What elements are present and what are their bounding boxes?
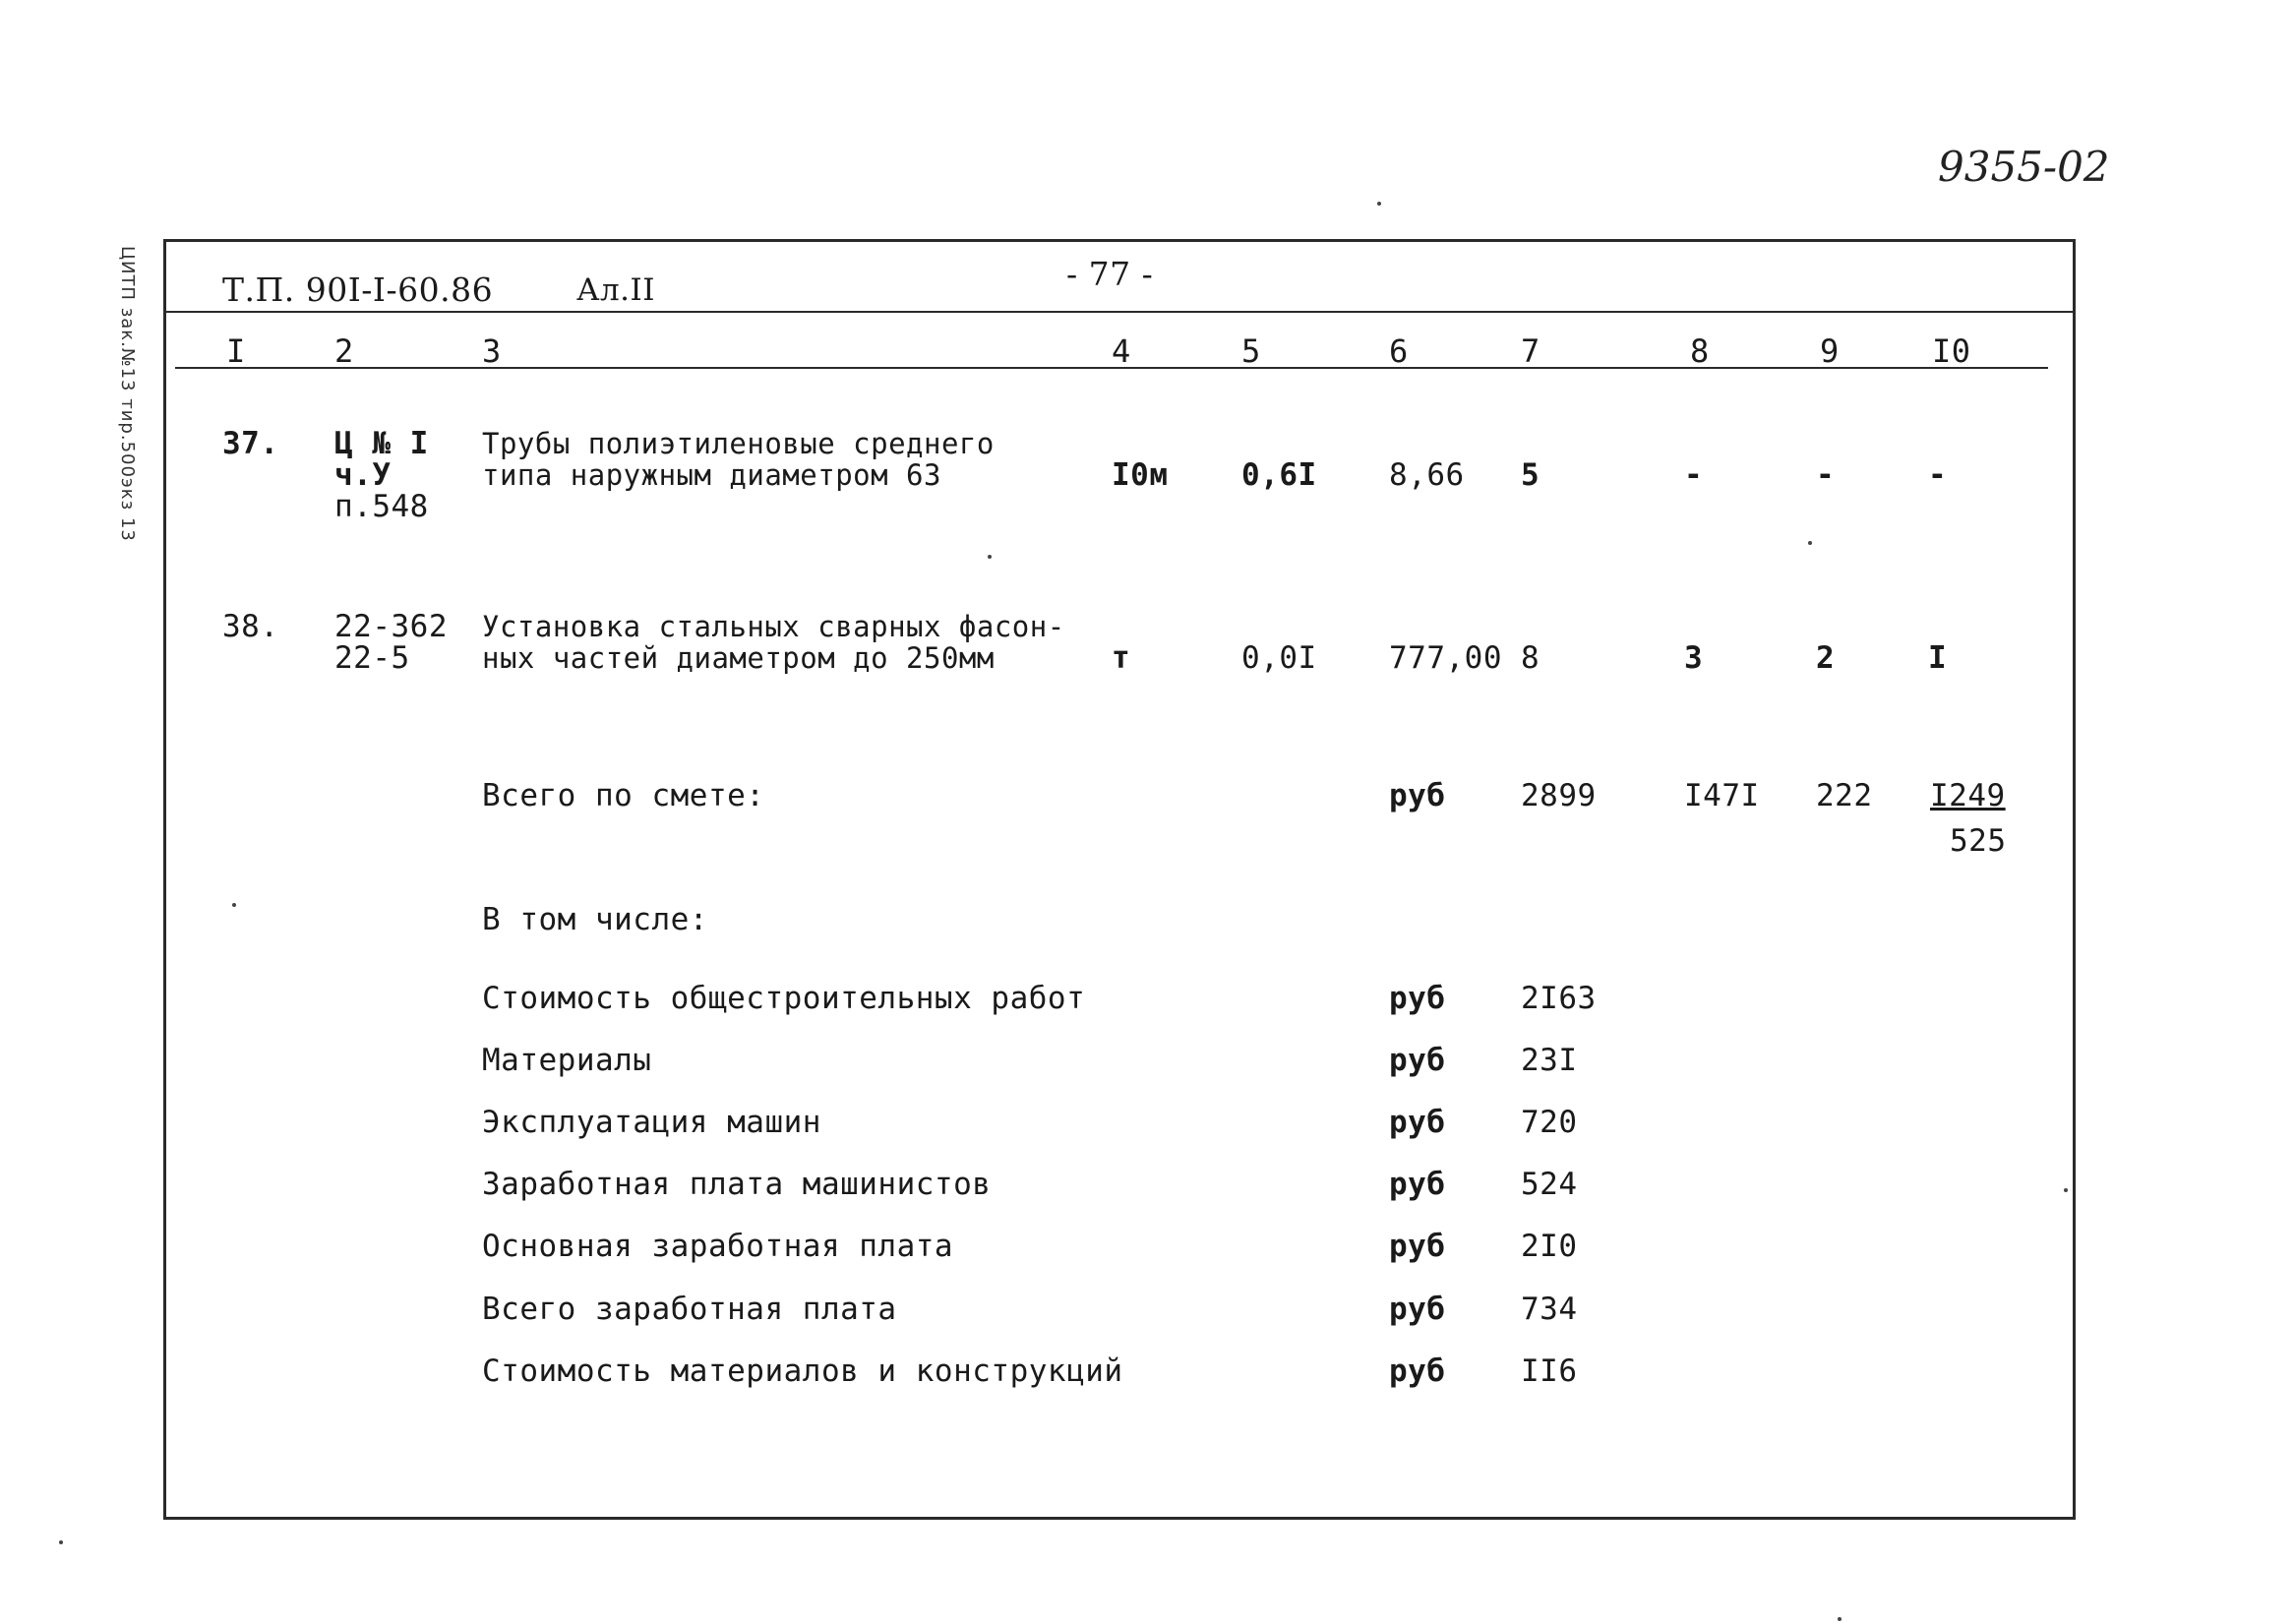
breakdown-unit: руб	[1389, 1229, 1446, 1264]
col-header-10: I0	[1932, 332, 1971, 370]
scan-speck	[1377, 202, 1381, 206]
breakdown-value: 524	[1521, 1167, 1578, 1202]
corner-annotation: 9355-02	[1938, 143, 2110, 191]
document-frame	[163, 239, 2076, 1520]
row-unit: т	[1112, 640, 1131, 676]
album-label: Ал.II	[576, 272, 656, 308]
breakdown-label: Заработная плата машинистов	[482, 1167, 992, 1202]
row-col10: I	[1928, 640, 1948, 676]
row-description-line: ных частей диаметром до 250мм	[482, 641, 995, 675]
breakdown-value: II6	[1521, 1353, 1578, 1389]
breakdown-value: 2I0	[1521, 1229, 1578, 1264]
row-code-line: 22-5	[334, 640, 410, 676]
total-unit: руб	[1389, 778, 1446, 813]
total-col10-numerator: I249	[1930, 778, 2006, 813]
col-header-5: 5	[1241, 332, 1261, 370]
row-col9: 2	[1816, 640, 1836, 676]
breakdown-label: Основная заработная плата	[482, 1229, 954, 1264]
total-label: Всего по смете:	[482, 778, 765, 813]
col-header-6: 6	[1389, 332, 1409, 370]
col-header-3: 3	[482, 332, 502, 370]
scan-speck	[59, 1540, 63, 1544]
row-code-line: ч.У	[334, 457, 392, 493]
col-header-9: 9	[1820, 332, 1840, 370]
col-header-1: I	[226, 332, 246, 370]
doc-reference: Т.П. 90I-I-60.86	[222, 271, 494, 309]
row-unit-price: 777,00	[1389, 640, 1502, 676]
row-quantity: 0,0I	[1241, 640, 1317, 676]
row-col9: -	[1816, 457, 1836, 493]
total-col8: I47I	[1684, 778, 1760, 813]
header-divider	[165, 311, 2074, 313]
breakdown-unit: руб	[1389, 1167, 1446, 1202]
row-col7: 8	[1521, 640, 1540, 676]
col-header-8: 8	[1690, 332, 1710, 370]
total-col10-denominator: 525	[1950, 823, 2007, 859]
total-col7: 2899	[1521, 778, 1597, 813]
scan-speck	[2064, 1188, 2068, 1192]
row-col7: 5	[1521, 457, 1540, 493]
breakdown-unit: руб	[1389, 1043, 1446, 1078]
total-col9: 222	[1816, 778, 1873, 813]
breakdown-label: Стоимость материалов и конструкций	[482, 1353, 1123, 1389]
row-quantity: 0,6I	[1241, 457, 1317, 493]
scan-speck	[988, 555, 992, 559]
col-header-2: 2	[334, 332, 354, 370]
breakdown-value: 734	[1521, 1292, 1578, 1327]
col-header-4: 4	[1112, 332, 1131, 370]
row-col8: 3	[1684, 640, 1704, 676]
scan-speck	[1808, 541, 1812, 545]
row-unit: I0м	[1112, 457, 1169, 493]
row-number: 38.	[222, 609, 279, 644]
page-number: - 77 -	[1066, 255, 1154, 293]
scan-speck	[232, 903, 236, 907]
including-label: В том числе:	[482, 902, 708, 937]
breakdown-unit: руб	[1389, 1292, 1446, 1327]
breakdown-unit: руб	[1389, 981, 1446, 1016]
breakdown-unit: руб	[1389, 1105, 1446, 1140]
breakdown-label: Стоимость общестроительных работ	[482, 981, 1086, 1016]
row-col8: -	[1684, 457, 1704, 493]
col-header-7: 7	[1521, 332, 1540, 370]
scan-speck	[1838, 1617, 1842, 1621]
row-col10: -	[1928, 457, 1948, 493]
breakdown-label: Всего заработная плата	[482, 1292, 897, 1327]
row-unit-price: 8,66	[1389, 457, 1465, 493]
row-code-line: п.548	[334, 489, 429, 524]
breakdown-value: 720	[1521, 1105, 1578, 1140]
breakdown-label: Эксплуатация машин	[482, 1105, 821, 1140]
breakdown-label: Материалы	[482, 1043, 652, 1078]
side-stamp: ЦИТП зак.№13 тир.500экз 13	[117, 246, 138, 542]
breakdown-value: 23I	[1521, 1043, 1578, 1078]
row-description-line: Трубы полиэтиленовые среднего	[482, 427, 995, 460]
row-code-line: Ц № I	[334, 426, 429, 461]
breakdown-unit: руб	[1389, 1353, 1446, 1389]
row-number: 37.	[222, 426, 279, 461]
row-code-line: 22-362	[334, 609, 448, 644]
row-description-line: Установка стальных сварных фасон-	[482, 610, 1065, 643]
breakdown-value: 2I63	[1521, 981, 1597, 1016]
row-description-line: типа наружным диаметром 63	[482, 458, 941, 492]
